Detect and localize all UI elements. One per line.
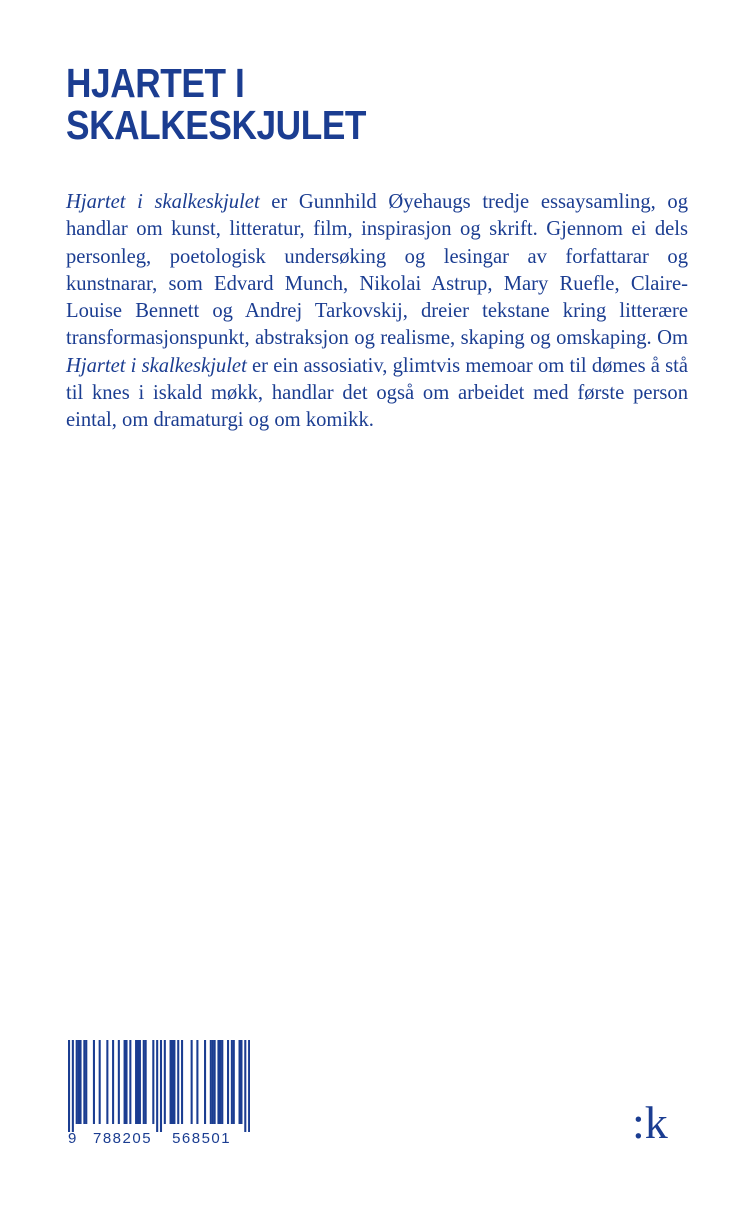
- barcode-bar: [135, 1040, 137, 1124]
- barcode-bar: [68, 1040, 70, 1132]
- barcode-bar: [231, 1040, 233, 1124]
- isbn-first-digit: 9: [68, 1130, 77, 1147]
- barcode-bar: [240, 1040, 242, 1124]
- barcode-bar: [85, 1040, 87, 1124]
- barcode-bar: [118, 1040, 120, 1124]
- barcode-bar: [196, 1040, 198, 1124]
- barcode-bar: [181, 1040, 183, 1124]
- book-title: [66, 62, 366, 146]
- isbn-group-2: 568501: [172, 1130, 232, 1147]
- barcode-bar: [125, 1040, 127, 1124]
- barcode-bar: [79, 1040, 81, 1124]
- barcode-bar: [177, 1040, 179, 1124]
- barcode-bar: [214, 1040, 216, 1124]
- barcode-bar: [145, 1040, 147, 1124]
- publisher-logo: :k: [632, 1097, 668, 1148]
- barcode-bar: [139, 1040, 141, 1124]
- barcode-bar: [171, 1040, 173, 1124]
- barcode-bar: [152, 1040, 154, 1124]
- barcode-bar: [217, 1040, 219, 1124]
- barcode-bar: [112, 1040, 114, 1124]
- barcode-bar: [124, 1040, 126, 1124]
- barcode-bar: [239, 1040, 241, 1124]
- barcode-bar: [170, 1040, 172, 1124]
- barcode-bar: [164, 1040, 166, 1124]
- isbn-group-1: 788205: [93, 1130, 153, 1147]
- barcode-bar: [221, 1040, 223, 1124]
- barcode-bar: [129, 1040, 131, 1124]
- barcode-bar: [93, 1040, 95, 1124]
- blurb-title-italic-2: Hjartet i skalkeskjulet: [66, 354, 247, 377]
- blurb-text-part-2: er ein assosiativ, glimtvis memoar om til dømes å stå til knes i iskald møkk, handlar det også om arbeidet med første person eintal, om dramaturgi og om komikk.: [66, 354, 689, 432]
- barcode-bar: [227, 1040, 229, 1124]
- barcode-bar: [137, 1040, 139, 1124]
- barcode-bars: [68, 1040, 250, 1132]
- barcode-bar: [83, 1040, 85, 1124]
- barcode-bar: [210, 1040, 212, 1124]
- barcode-bar: [233, 1040, 235, 1124]
- barcode-bar: [160, 1040, 162, 1132]
- back-cover-blurb: [66, 189, 688, 435]
- barcode-bar: [76, 1040, 78, 1124]
- barcode-bar: [156, 1040, 158, 1132]
- barcode-bar: [244, 1040, 246, 1132]
- barcode-bar: [204, 1040, 206, 1124]
- blurb-title-italic-1: Hjartet i skalkeskjulet: [66, 191, 260, 213]
- barcode-bar: [106, 1040, 108, 1124]
- barcode-bar: [191, 1040, 193, 1124]
- barcode-bar: [78, 1040, 80, 1124]
- barcode-bar: [72, 1040, 74, 1132]
- isbn-number: [68, 1130, 250, 1147]
- barcode-bar: [173, 1040, 175, 1124]
- blurb-text-part-1: er Gunnhild Øyehaugs tredje essaysamling, og handlar om kunst, litteratur, film, inspirasjon og skrift. Gjennom ei dels personleg, poetologisk undersøking og lesingar av forfattarar og kunstnarar, som Edvard Munch, Nikolai Astrup, Mary Ruefle, Claire-Louise Bennett og Andrej Tarkovskij, dreier tekstane kring litterære transformasjonspunkt, abstraksjon og realisme, skaping og omskaping. Om: [66, 191, 689, 350]
- barcode-bar: [99, 1040, 101, 1124]
- barcode-bar: [248, 1040, 250, 1132]
- barcode-bar: [219, 1040, 221, 1124]
- barcode-bar: [143, 1040, 145, 1124]
- book-title-line-2: SKALKESKJULET: [66, 102, 367, 148]
- barcode-bar: [212, 1040, 214, 1124]
- book-title-line-1: HJARTET I: [66, 60, 245, 106]
